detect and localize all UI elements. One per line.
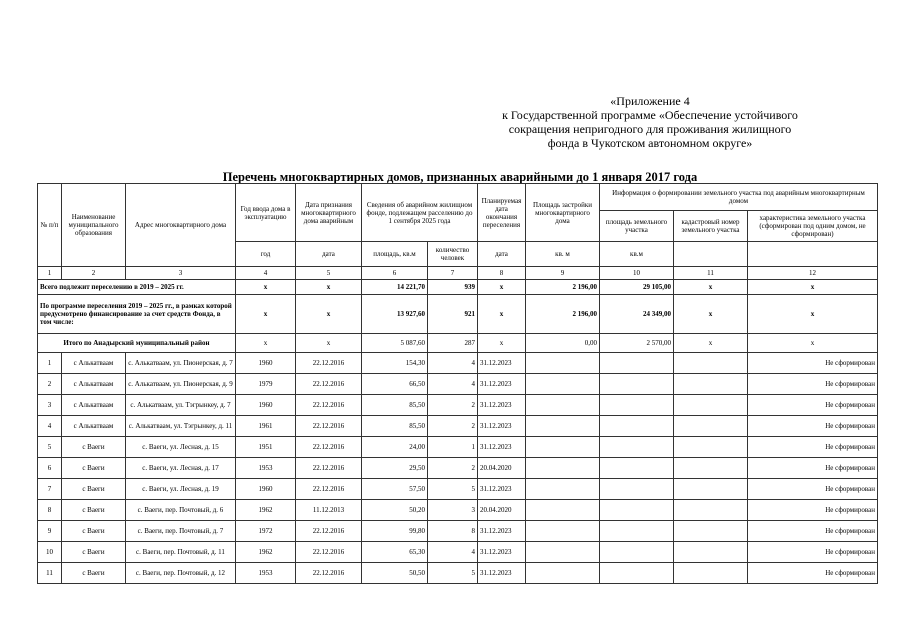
row-planned-end: 31.12.2023 [478, 521, 526, 542]
row-people: 5 [428, 563, 478, 584]
total-label: Всего подлежит переселению в 2019 – 2025 гг. [38, 280, 236, 295]
row-land-area [600, 521, 674, 542]
program-end: x [478, 295, 526, 334]
column-number-row [38, 267, 878, 280]
row-year-built: 1962 [236, 500, 296, 521]
row-people: 8 [428, 521, 478, 542]
row-municipality: с Ваеги [62, 563, 126, 584]
program-year: x [236, 295, 296, 334]
header-year-built: Год ввода дома в эксплуатацию [236, 184, 296, 242]
total-year: x [236, 280, 296, 295]
program-cad: x [674, 295, 748, 334]
row-municipality: с Алькатваам [62, 353, 126, 374]
appendix-note [470, 94, 830, 150]
row-year-built: 1972 [236, 521, 296, 542]
column-number: 7 [428, 267, 478, 280]
program-land: 24 349,00 [600, 295, 674, 334]
row-address: с. Алькатваам, ул. Тэгрынкеу, д. 11 [126, 416, 236, 437]
row-area: 50,20 [362, 500, 428, 521]
total-people: 939 [428, 280, 478, 295]
row-year-built: 1960 [236, 353, 296, 374]
row-cadastral [674, 395, 748, 416]
row-address: с. Ваеги, ул. Лесная, д. 17 [126, 458, 236, 479]
row-cadastral [674, 437, 748, 458]
row-address: с. Ваеги, пер. Почтовый, д. 11 [126, 542, 236, 563]
row-built-area [526, 416, 600, 437]
row-municipality: с Ваеги [62, 521, 126, 542]
appendix-line: «Приложение 4 [610, 94, 690, 108]
district-land: 2 570,00 [600, 334, 674, 353]
district-row [38, 334, 878, 353]
row-area: 65,30 [362, 542, 428, 563]
row-cadastral [674, 479, 748, 500]
row-planned-end: 31.12.2023 [478, 395, 526, 416]
row-year-built: 1962 [236, 542, 296, 563]
header-land-info: Информация о формировании земельного участка под аварийным многоквартирным домом [600, 184, 878, 211]
row-municipality: с Алькатваам [62, 416, 126, 437]
row-year-built: 1960 [236, 479, 296, 500]
row-area: 50,50 [362, 563, 428, 584]
row-municipality: с Ваеги [62, 542, 126, 563]
header-emergency-info: Сведения об аварийном жилищном фонде, подлежащем расселению до 1 сентября 2025 года [362, 184, 478, 242]
row-date-emergency: 22.12.2016 [296, 479, 362, 500]
row-planned-end: 31.12.2023 [478, 437, 526, 458]
row-address: с. Алькатваам, ул. Тэгрынкеу, д. 7 [126, 395, 236, 416]
row-date-emergency: 22.12.2016 [296, 395, 362, 416]
row-land-area [600, 500, 674, 521]
row-date-emergency: 22.12.2016 [296, 416, 362, 437]
row-date-emergency: 22.12.2016 [296, 563, 362, 584]
row-number: 7 [38, 479, 62, 500]
row-address: с. Ваеги, пер. Почтовый, д. 7 [126, 521, 236, 542]
unit-area: площадь, кв.м [362, 242, 428, 267]
program-area: 13 927,60 [362, 295, 428, 334]
program-built: 2 196,00 [526, 295, 600, 334]
row-area: 99,80 [362, 521, 428, 542]
row-land-char: Не сформирован [748, 353, 878, 374]
column-number: 5 [296, 267, 362, 280]
row-cadastral [674, 521, 748, 542]
total-date: x [296, 280, 362, 295]
row-number: 4 [38, 416, 62, 437]
appendix-line: сокращения непригодного для проживания жилищного [508, 122, 792, 136]
row-built-area [526, 521, 600, 542]
total-land: 29 105,00 [600, 280, 674, 295]
row-planned-end: 20.04.2020 [478, 458, 526, 479]
row-planned-end: 31.12.2023 [478, 416, 526, 437]
row-land-area [600, 479, 674, 500]
row-address: с. Ваеги, ул. Лесная, д. 19 [126, 479, 236, 500]
row-built-area [526, 542, 600, 563]
column-number: 10 [600, 267, 674, 280]
row-cadastral [674, 563, 748, 584]
district-date: x [296, 334, 362, 353]
row-built-area [526, 395, 600, 416]
header-cadastral: кадастровый номер земельного участка [674, 211, 748, 242]
row-land-char: Не сформирован [748, 542, 878, 563]
table-row [38, 500, 878, 521]
program-char: x [748, 295, 878, 334]
row-number: 6 [38, 458, 62, 479]
row-number: 10 [38, 542, 62, 563]
row-address: с. Алькатваам, ул. Пионерская, д. 9 [126, 374, 236, 395]
row-planned-end: 31.12.2023 [478, 542, 526, 563]
row-number: 8 [38, 500, 62, 521]
district-cad: x [674, 334, 748, 353]
row-land-char: Не сформирован [748, 521, 878, 542]
total-cad: x [674, 280, 748, 295]
row-date-emergency: 11.12.2013 [296, 500, 362, 521]
header-built-area: Площадь застройки многоквартирного дома [526, 184, 600, 242]
row-address: с. Ваеги, пер. Почтовый, д. 12 [126, 563, 236, 584]
row-built-area [526, 563, 600, 584]
row-cadastral [674, 416, 748, 437]
row-land-area [600, 542, 674, 563]
row-municipality: с Ваеги [62, 479, 126, 500]
row-area: 66,50 [362, 374, 428, 395]
column-number: 1 [38, 267, 62, 280]
row-year-built: 1960 [236, 395, 296, 416]
row-date-emergency: 22.12.2016 [296, 458, 362, 479]
row-built-area [526, 437, 600, 458]
row-people: 2 [428, 458, 478, 479]
row-number: 2 [38, 374, 62, 395]
total-row [38, 280, 878, 295]
row-people: 3 [428, 500, 478, 521]
total-char: x [748, 280, 878, 295]
row-municipality: с Алькатваам [62, 395, 126, 416]
header-address: Адрес многоквартирного дома [126, 184, 236, 267]
appendix-line: фонда в Чукотском автономном округе» [547, 136, 753, 150]
row-people: 5 [428, 479, 478, 500]
district-end: x [478, 334, 526, 353]
row-area: 24,00 [362, 437, 428, 458]
row-land-area [600, 374, 674, 395]
row-address: с. Ваеги, пер. Почтовый, д. 6 [126, 500, 236, 521]
row-municipality: с Ваеги [62, 500, 126, 521]
total-area: 14 221,70 [362, 280, 428, 295]
column-number: 11 [674, 267, 748, 280]
document-title: Перечень многоквартирных домов, признанных аварийными до 1 января 2017 года [222, 170, 698, 184]
column-number: 2 [62, 267, 126, 280]
unit-date: дата [296, 242, 362, 267]
row-land-char: Не сформирован [748, 500, 878, 521]
row-land-area [600, 437, 674, 458]
row-land-char: Не сформирован [748, 395, 878, 416]
row-land-area [600, 416, 674, 437]
unit-empty [748, 242, 878, 267]
row-built-area [526, 500, 600, 521]
district-built: 0,00 [526, 334, 600, 353]
row-land-char: Не сформирован [748, 479, 878, 500]
row-land-area [600, 395, 674, 416]
row-built-area [526, 479, 600, 500]
header-planned-end: Планируемая дата окончания переселения [478, 184, 526, 242]
district-area: 5 087,60 [362, 334, 428, 353]
program-label: По программе переселения 2019 – 2025 гг., в рамках которой предусмотрено финансирование за счет средств Фонда, в том числе: [38, 295, 236, 334]
row-area: 154,30 [362, 353, 428, 374]
row-cadastral [674, 374, 748, 395]
table-row [38, 416, 878, 437]
program-people: 921 [428, 295, 478, 334]
table-row [38, 521, 878, 542]
row-number: 5 [38, 437, 62, 458]
row-number: 11 [38, 563, 62, 584]
column-number: 12 [748, 267, 878, 280]
table-row [38, 437, 878, 458]
column-number: 3 [126, 267, 236, 280]
header-land-char: характеристика земельного участка (сформирован под одним домом, не сформирован) [748, 211, 878, 242]
table-row [38, 542, 878, 563]
total-end: x [478, 280, 526, 295]
housing-table [37, 183, 878, 584]
header-num: № п/п [38, 184, 62, 267]
row-cadastral [674, 458, 748, 479]
column-number: 8 [478, 267, 526, 280]
table-row [38, 374, 878, 395]
district-char: x [748, 334, 878, 353]
row-planned-end: 31.12.2023 [478, 374, 526, 395]
row-date-emergency: 22.12.2016 [296, 542, 362, 563]
row-area: 85,50 [362, 395, 428, 416]
program-row [38, 295, 878, 334]
row-area: 29,50 [362, 458, 428, 479]
row-people: 4 [428, 353, 478, 374]
row-number: 9 [38, 521, 62, 542]
row-area: 57,50 [362, 479, 428, 500]
row-number: 1 [38, 353, 62, 374]
table-row [38, 395, 878, 416]
row-year-built: 1979 [236, 374, 296, 395]
row-date-emergency: 22.12.2016 [296, 521, 362, 542]
row-planned-end: 31.12.2023 [478, 353, 526, 374]
row-people: 1 [428, 437, 478, 458]
unit-year: год [236, 242, 296, 267]
row-land-area [600, 458, 674, 479]
row-address: с. Алькатваам, ул. Пионерская, д. 7 [126, 353, 236, 374]
row-planned-end: 31.12.2023 [478, 563, 526, 584]
unit-sqm: кв.м [600, 242, 674, 267]
row-date-emergency: 22.12.2016 [296, 374, 362, 395]
program-date: x [296, 295, 362, 334]
table-row [38, 479, 878, 500]
header-land-area: площадь земельного участка [600, 211, 674, 242]
row-municipality: с Ваеги [62, 458, 126, 479]
header-municipality: Наименование муниципального образования [62, 184, 126, 267]
row-land-area [600, 563, 674, 584]
row-built-area [526, 374, 600, 395]
row-year-built: 1953 [236, 563, 296, 584]
row-year-built: 1953 [236, 458, 296, 479]
row-people: 2 [428, 416, 478, 437]
row-date-emergency: 22.12.2016 [296, 437, 362, 458]
row-cadastral [674, 353, 748, 374]
row-number: 3 [38, 395, 62, 416]
district-year: x [236, 334, 296, 353]
column-number: 9 [526, 267, 600, 280]
appendix-line: к Государственной программе «Обеспечение устойчивого [502, 108, 798, 122]
table-row [38, 458, 878, 479]
table-row [38, 563, 878, 584]
row-year-built: 1951 [236, 437, 296, 458]
unit-sqm: кв. м [526, 242, 600, 267]
column-number: 4 [236, 267, 296, 280]
row-land-char: Не сформирован [748, 563, 878, 584]
row-area: 85,50 [362, 416, 428, 437]
row-people: 4 [428, 374, 478, 395]
row-address: с. Ваеги, ул. Лесная, д. 15 [126, 437, 236, 458]
row-land-char: Не сформирован [748, 437, 878, 458]
unit-people: количество человек [428, 242, 478, 267]
total-built: 2 196,00 [526, 280, 600, 295]
row-cadastral [674, 542, 748, 563]
row-built-area [526, 458, 600, 479]
row-land-char: Не сформирован [748, 458, 878, 479]
row-planned-end: 20.04.2020 [478, 500, 526, 521]
row-people: 2 [428, 395, 478, 416]
row-land-char: Не сформирован [748, 416, 878, 437]
row-land-area [600, 353, 674, 374]
header-date-emergency: Дата признания многоквартирного дома аварийным [296, 184, 362, 242]
district-label: Итого по Анадырский муниципальный район [38, 334, 236, 353]
row-land-char: Не сформирован [748, 374, 878, 395]
district-people: 287 [428, 334, 478, 353]
row-municipality: с Алькатваам [62, 374, 126, 395]
unit-date: дата [478, 242, 526, 267]
row-people: 4 [428, 542, 478, 563]
unit-empty [674, 242, 748, 267]
row-municipality: с Ваеги [62, 437, 126, 458]
column-number: 6 [362, 267, 428, 280]
row-built-area [526, 353, 600, 374]
table-row [38, 353, 878, 374]
row-date-emergency: 22.12.2016 [296, 353, 362, 374]
row-year-built: 1961 [236, 416, 296, 437]
row-planned-end: 31.12.2023 [478, 479, 526, 500]
row-cadastral [674, 500, 748, 521]
